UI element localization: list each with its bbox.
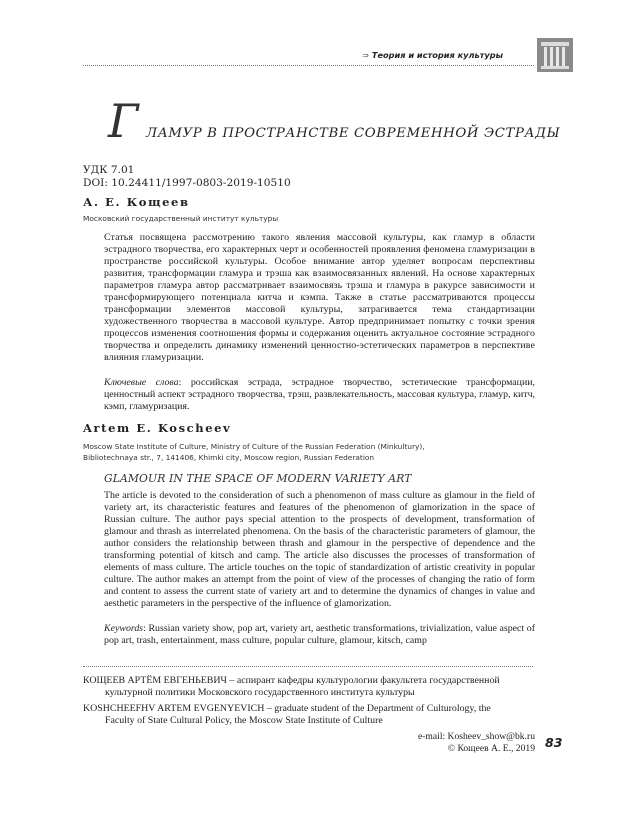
keywords-en	[104, 623, 535, 647]
article-title-en: GLAMOUR IN THE SPACE OF MODERN VARIETY ART	[104, 472, 412, 485]
institution-en-line1: Moscow State Institute of Culture, Ministry of Culture of the Russian Federation (Minkultury),	[83, 442, 425, 451]
copyright: © Кощеев А. Е., 2019	[447, 743, 535, 754]
title-initial: Г	[108, 94, 139, 148]
column-logo-icon	[537, 38, 573, 72]
institution-ru: Московский государственный институт культуры	[83, 214, 279, 223]
header-rule	[83, 65, 534, 66]
author-name-en: Artem E. Koscheev	[83, 421, 232, 435]
page-number: 83	[545, 735, 563, 750]
author-email[interactable]: e-mail: Kosheev_show@bk.ru	[417, 731, 535, 742]
contact-block	[418, 731, 535, 755]
keywords-en-label: Keywords	[104, 623, 144, 634]
author-name-ru: А. Е. Кощеев	[83, 195, 190, 209]
abstract-en: The article is devoted to the consideration of such a phenomenon of mass culture as glamour in the field of variety art, its characteristic features and features of the phenomenon of glamorization in the space of Russian culture. The author pays special attention to the prospects of development, transformation of glamour and thrash as interrelated phenomena. On the basis of the characteristic parameters of glamour, the author considers the relationship between thrash and glamour in the perspective of dependence and the transforming potential of kitsch and camp. The article also discusses the processes of transformation of elements of mass culture. The article touches on the topic of standardization of artistic creativity in popular culture. The author makes an attempt from the point of view of the processes of changing the ratio of form and content to assess the current state of variety art and to determine the dynamics of changes in value and aesthetic parameters in the perspective of the influence of glamorization.	[104, 490, 535, 609]
footnote-separator	[83, 666, 533, 667]
arrow-icon: ⇒	[362, 50, 369, 60]
udc-code: УДК 7.01	[83, 164, 135, 176]
bio-en-line2: Faculty of State Cultural Policy, the Moscow State Institute of Culture	[105, 715, 383, 726]
bio-en-line1: KOSHCHEEFHV ARTEM EVGENYEVICH – graduate student of the Department of Culturology, the	[83, 703, 491, 714]
institution-en	[83, 441, 425, 463]
author-bio-en	[83, 703, 535, 727]
institution-en-line2: Bibliotechnaya str., 7, 141406, Khimki city, Moscow region, Russian Federation	[83, 453, 375, 463]
title-text: ЛАМУР В ПРОСТРАНСТВЕ СОВРЕМЕННОЙ ЭСТРАДЫ	[146, 126, 561, 141]
running-header	[362, 50, 530, 64]
author-bio-ru	[83, 675, 535, 699]
doi[interactable]: DOI: 10.24411/1997-0803-2019-10510	[83, 177, 291, 189]
abstract-ru: Статья посвящена рассмотрению такого явления массовой культуры, как гламур в области эстрадного творчества, его характерных черт и особенностей проявления феномена гламуризации в пространстве российской культуры. Особое внимание автор уделяет вопросам перспективы развития, трансформации гламура и трэша как взаимосвязанных явлений. На основе характерных параметров гламура автор рассматривает взаимосвязь трэша и гламура в ракурсе зависимости и трансформирующего потенциала китча и кэмпа. Также в статье рассматриваются процессы трансформации элементов массовой культуры, затрагивается тема стандартизации художественного творчества в массовой культуре. Автор предпринимает попытку с точки зрения процессов изменения соотношения формы и содержания оценить актуальное состояние эстрадного творчества и определить динамику изменений ценностно-эстетических параметров в перспективе влияния гламуризации.	[104, 232, 535, 363]
keywords-ru-text: : российская эстрада, эстрадное творчество, эстетические трансформации, ценностный аспект эстрадного творчества, трэш, развлекательность, массовая культура, гламур, китч, кэмп, гламуризация.	[104, 377, 535, 412]
keywords-en-text: : Russian variety show, pop art, variety art, aesthetic transformations, trivialization, value aspect of pop art, trash, entertainment, mass culture, popular culture, glamour, kitsch, camp	[104, 623, 535, 646]
keywords-ru	[104, 377, 535, 413]
bio-ru-line2: культурной политики Московского государственного института культуры	[105, 687, 415, 698]
article-title	[108, 94, 561, 156]
section-title: Теория и история культуры	[371, 50, 504, 60]
bio-ru-line1: КОЩЕЕВ АРТЁМ ЕВГЕНЬЕВИЧ – аспирант кафедры культурологии факультета государственной	[83, 675, 500, 686]
keywords-ru-label: Ключевые слова	[104, 377, 179, 388]
